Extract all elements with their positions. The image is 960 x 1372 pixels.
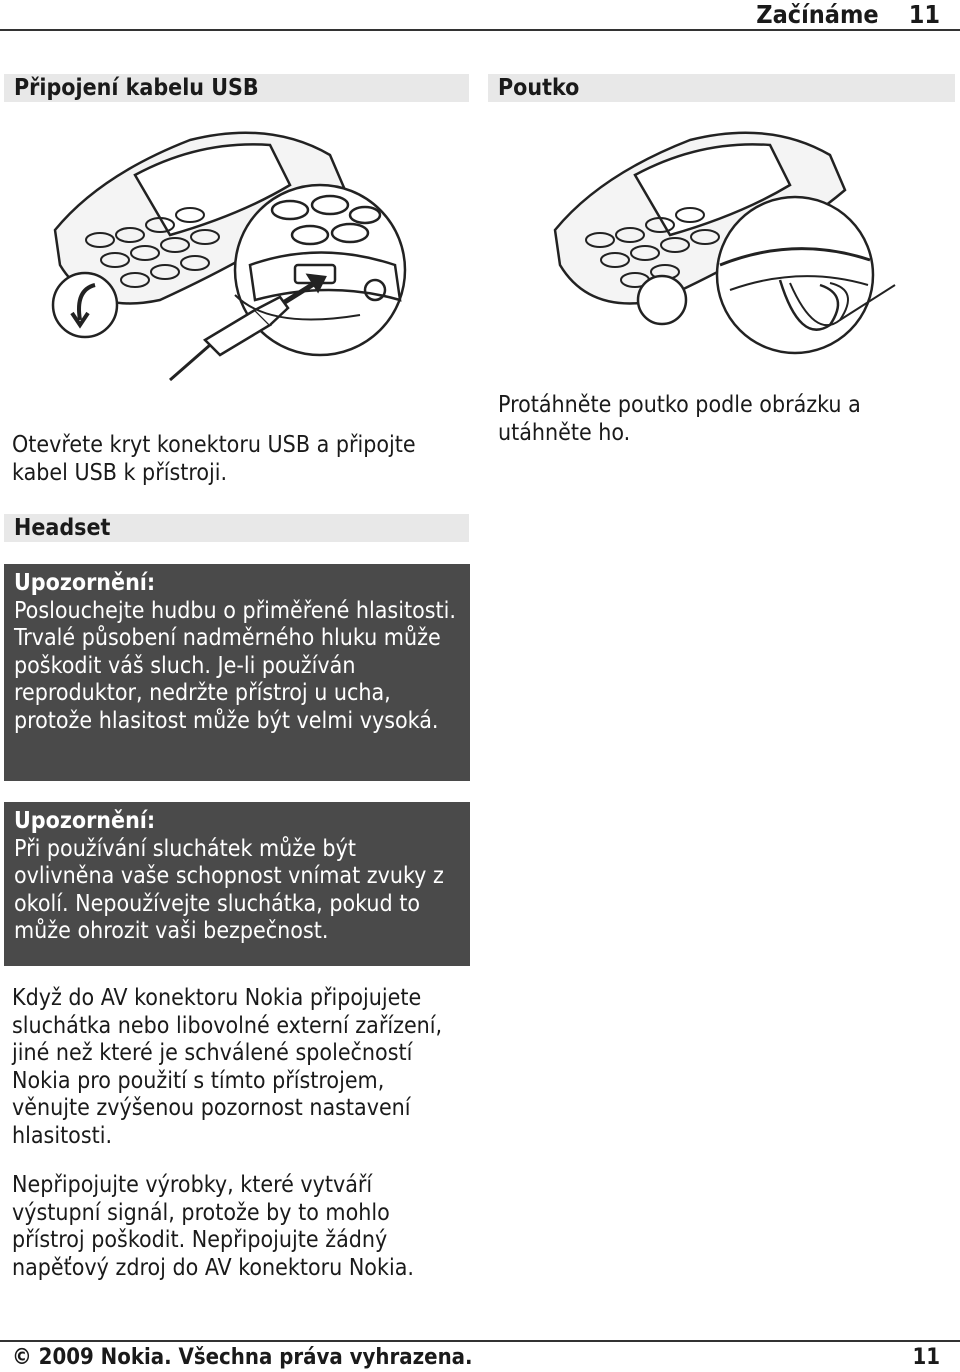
warning-box-volume	[4, 564, 470, 781]
warning-title: Upozornění:	[14, 808, 156, 834]
footer-copyright: © 2009 Nokia. Všechna práva vyhrazena.	[12, 1345, 473, 1370]
headset-paragraph-2: Nepřipojujte výrobky, které vytváří výstupní signál, protože by to mohlo přístroj poškodit. Nepřipojujte žádný napěťový zdroj do AV konektoru Nokia.	[12, 1172, 414, 1281]
running-header	[756, 0, 940, 30]
warning-box-headphones	[4, 802, 470, 966]
headset-section-heading: Headset	[4, 514, 469, 542]
warning-text: Poslouchejte hudbu o přiměřené hlasitosti. Trvalé působení nadměrného hluku může poškodit váš sluch. Je-li používán reproduktor, nedržte přístroj u ucha, protože hlasitost může být velmi vysoká.	[14, 597, 456, 734]
usb-instruction-text: Otevřete kryt konektoru USB a připojte kabel USB k přístroji.	[12, 432, 416, 486]
footer-page-number: 11	[912, 1345, 940, 1370]
warning-text: Při používání sluchátek může být ovlivněna vaše schopnost vnímat zvuky z okolí. Nepoužívejte sluchátka, pokud to může ohrozit vaši bezpečnost.	[14, 835, 444, 944]
strap-instruction-text: Protáhněte poutko podle obrázku a utáhněte ho.	[498, 392, 861, 446]
header-page-number: 11	[908, 0, 940, 29]
usb-illustration	[40, 115, 440, 390]
headset-paragraph-1: Když do AV konektoru Nokia připojujete sluchátka nebo libovolné externí zařízení, jiné než které je schválené společností Nokia pro použití s tímto přístrojem, věnujte zvýšenou pozornost nastavení hlasitosti.	[12, 985, 443, 1149]
strap-section-heading: Poutko	[488, 74, 955, 102]
header-divider	[0, 29, 960, 31]
warning-title: Upozornění:	[14, 570, 156, 596]
strap-illustration	[550, 115, 900, 365]
header-section-title: Začínáme	[756, 0, 879, 29]
footer-divider	[0, 1340, 960, 1342]
usb-section-heading: Připojení kabelu USB	[4, 74, 469, 102]
